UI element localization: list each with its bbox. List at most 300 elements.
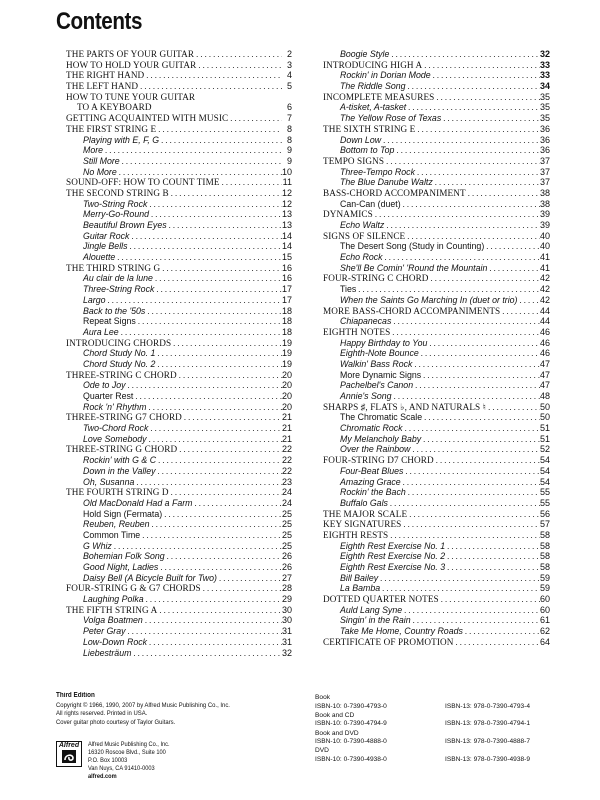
dot-leader <box>157 605 282 616</box>
toc-entry-echo-waltz <box>323 220 550 231</box>
toc-entry-title: THREE-STRING C CHORD <box>66 369 177 380</box>
toc-entry-title: Playing with E, F, G <box>83 134 160 145</box>
toc-entry-page: 36 <box>539 145 550 156</box>
toc-entry-title: THE THIRD STRING G <box>66 262 161 273</box>
toc-entry-eighth-rest-exercise-no-3 <box>323 562 550 573</box>
copyright-block <box>56 692 290 727</box>
toc-entry-title: Aura Lee <box>83 326 119 337</box>
toc-entry-jingle-bells <box>66 241 292 252</box>
toc-entry-title: Love Somebody <box>83 433 147 444</box>
toc-entry-title: INTRODUCING HIGH A <box>323 59 423 70</box>
toc-entry-title: Two-String Rock <box>83 198 148 209</box>
toc-entry-page: 59 <box>539 583 550 594</box>
dot-leader <box>126 626 282 637</box>
toc-entry-page: 29 <box>281 594 292 605</box>
dot-leader <box>162 509 282 520</box>
isbn-format-label: Book and CD <box>315 711 355 719</box>
dot-leader <box>155 348 282 359</box>
toc-entry-page: 54 <box>539 465 550 476</box>
toc-entry-auld-lang-syne <box>323 605 550 616</box>
toc-entry-page: 35 <box>539 102 550 113</box>
toc-entry-she-ll-be-comin-round-the-mountain <box>323 263 550 274</box>
toc-entry-title: La Bamba <box>340 583 381 594</box>
isbn-10: ISBN-10: 0-7390-4794-9 <box>315 720 387 728</box>
toc-entry-page: 32 <box>281 647 292 658</box>
toc-entry-title: Peter Gray <box>83 626 126 637</box>
toc-entry-down-low <box>323 135 550 146</box>
dot-leader <box>422 60 540 71</box>
toc-entry-title: Ties <box>340 284 357 295</box>
toc-entry-singin-in-the-rain <box>323 615 550 626</box>
toc-entry-rockin-with-g-c <box>66 455 292 466</box>
toc-entry-daisy-bell-a-bicycle-built-for-two <box>66 573 292 584</box>
toc-entry-page: 8 <box>286 134 292 145</box>
toc-entry-take-me-home-country-roads <box>323 626 550 637</box>
dot-leader <box>147 434 282 445</box>
dot-leader <box>439 594 540 605</box>
copyright-line: Copyright © 1966, 1990, 2007 by Alfred Music Publishing Co., Inc. <box>56 701 230 709</box>
toc-entry-title: CERTIFICATE OF PROMOTION <box>323 636 454 647</box>
toc-entry-title: Walkin' Bass Rock <box>340 358 413 369</box>
dot-leader <box>388 530 540 541</box>
toc-entry-page: 33 <box>539 59 550 70</box>
toc-entry-oh-susanna <box>66 477 292 488</box>
toc-entry-the-fourth-string-d <box>66 487 292 498</box>
dot-leader <box>433 177 540 188</box>
toc-entry-title: Au clair de la lune <box>83 273 153 284</box>
toc-entry-page: 4 <box>286 70 292 81</box>
publisher-pobox: P.O. Box 10003 <box>88 756 128 764</box>
toc-entry-aura-lee <box>66 327 292 338</box>
toc-entry-page: 22 <box>281 455 292 466</box>
toc-entry-title: Good Night, Ladies <box>83 562 159 572</box>
toc-entry-title: EIGHTH RESTS <box>323 529 389 540</box>
toc-entry-title: Guitar Rock <box>83 230 130 241</box>
toc-entry-walkin-bass-rock <box>323 359 550 370</box>
dot-leader <box>155 359 282 370</box>
dot-leader <box>407 509 540 520</box>
toc-entry-reuben-reuben <box>66 519 292 530</box>
dot-leader <box>415 167 540 178</box>
publisher-address <box>88 741 232 781</box>
toc-entry-title: THE FIFTH STRING A <box>66 604 158 615</box>
toc-entry-title: Still More <box>83 155 120 166</box>
toc-entry-page: 3 <box>286 59 292 70</box>
dot-leader <box>373 209 540 220</box>
toc-entry-page: 38 <box>539 187 550 198</box>
toc-entry-title: The Chromatic Scale <box>340 412 423 423</box>
dot-leader <box>406 487 540 498</box>
toc-entry-good-night-ladies <box>66 562 292 573</box>
toc-entry-page: 51 <box>539 433 550 444</box>
toc-entry-title: My Melancholy Baby <box>340 433 422 444</box>
dot-leader <box>144 70 282 81</box>
dot-leader <box>384 156 540 167</box>
dot-leader <box>112 541 282 552</box>
toc-entry-title: Largo <box>83 294 106 305</box>
toc-entry-page: 20 <box>281 401 292 412</box>
toc-entry-the-riddle-song <box>323 81 550 92</box>
toc-entry-the-fifth-string-a <box>66 605 292 616</box>
toc-entry-page: 48 <box>539 391 550 401</box>
dot-leader <box>144 594 282 605</box>
toc-entry-page: 61 <box>539 615 550 626</box>
toc-entry-page: 31 <box>281 636 292 647</box>
toc-entry-page: 25 <box>281 508 292 519</box>
toc-entry-title: Chord Study No. 1 <box>83 348 156 359</box>
toc-entry-chord-study-no-1 <box>66 348 292 359</box>
dot-leader <box>143 615 282 626</box>
toc-entry-title: When the Saints Go Marching In (duet or trio) <box>340 294 518 305</box>
toc-entry-page: 18 <box>281 305 292 316</box>
dot-leader <box>133 391 282 402</box>
toc-entry-page: 37 <box>539 155 550 166</box>
toc-entry-page: 64 <box>539 636 550 647</box>
toc-entry-page: 18 <box>281 316 292 327</box>
toc-entry-chord-study-no-2 <box>66 359 292 370</box>
toc-entry-common-time <box>66 530 292 541</box>
toc-entry-no-more <box>66 167 292 178</box>
toc-entry-bottom-to-top <box>323 145 550 156</box>
dot-leader <box>394 145 540 156</box>
dot-leader <box>158 562 282 573</box>
toc-entry-laughing-polka <box>66 594 292 605</box>
toc-entry-title: Annie's Song <box>340 391 392 401</box>
toc-entry-page: 35 <box>539 113 550 124</box>
dot-leader <box>149 209 282 220</box>
toc-entry-rockin-the-bach <box>323 487 550 498</box>
toc-entry-title: The Desert Song (Study in Counting) <box>340 241 485 252</box>
toc-entry-the-left-hand <box>66 81 292 92</box>
toc-entry-page: 55 <box>539 497 550 508</box>
toc-entry-title: HOW TO HOLD YOUR GUITAR <box>66 59 197 70</box>
toc-entry-page: 54 <box>539 455 550 466</box>
toc-entry-title: FOUR-STRING G & G7 CHORDS <box>66 583 201 594</box>
dot-leader <box>381 135 540 146</box>
toc-entry-page: 46 <box>539 348 550 359</box>
isbn-format-label: Book and DVD <box>315 729 359 737</box>
toc-entry-page: 20 <box>281 369 292 380</box>
toc-entry-title: DOTTED QUARTER NOTES <box>323 594 439 605</box>
toc-entry-page: 42 <box>539 273 550 284</box>
dot-leader <box>138 81 282 92</box>
toc-entry-the-second-string-b <box>66 188 292 199</box>
toc-entry-over-the-rainbow <box>323 444 550 455</box>
dot-leader <box>136 316 282 327</box>
dot-leader <box>453 637 540 648</box>
toc-entry-page: 30 <box>281 604 292 615</box>
toc-entry-title: The Blue Danube Waltz <box>340 177 433 188</box>
dot-leader <box>517 295 540 306</box>
toc-entry-buffalo-gals <box>323 498 550 509</box>
toc-entry-title: Rockin' the Bach <box>340 487 406 498</box>
dot-leader <box>419 348 540 359</box>
photo-credit-line: Cover guitar photo courtesy of Taylor Guitars. <box>56 718 176 726</box>
toc-entry-au-clair-de-la-lune <box>66 273 292 284</box>
toc-entry-page: 41 <box>539 262 550 273</box>
toc-entry-page: 19 <box>281 337 292 348</box>
toc-entry-boogie-style <box>323 49 550 60</box>
toc-entry-page: 42 <box>539 294 550 305</box>
dot-leader <box>500 306 540 317</box>
toc-entry-page: 10 <box>281 166 292 177</box>
dot-leader <box>106 295 282 306</box>
dot-leader <box>177 444 282 455</box>
dot-leader <box>147 199 282 210</box>
toc-entry-page: 36 <box>539 123 550 134</box>
toc-entry-pachelbel-s-canon <box>323 380 550 391</box>
dot-leader <box>401 199 540 210</box>
alfred-logo <box>56 741 82 767</box>
dot-leader <box>388 498 540 509</box>
isbn-row <box>315 703 575 712</box>
toc-entry-title: THE FOURTH STRING D <box>66 487 169 498</box>
dot-leader <box>380 583 540 594</box>
toc-entry-page: 46 <box>539 337 550 348</box>
isbn-format-label: Book <box>315 694 331 701</box>
toc-entry-page: 34 <box>539 81 550 92</box>
toc-entry-title: Back to the '50s <box>83 305 146 316</box>
toc-entry-page: 20 <box>281 380 292 391</box>
toc-entry-page: 59 <box>539 572 550 583</box>
toc-entry-page: 9 <box>286 145 292 156</box>
toc-entry-page: 24 <box>281 487 292 498</box>
toc-entry-bohemian-folk-song <box>66 551 292 562</box>
toc-entry-page: 32 <box>539 49 550 59</box>
toc-entry-title: Rockin' in Dorian Mode <box>340 70 431 81</box>
dot-leader <box>147 402 282 413</box>
dot-leader <box>145 306 282 317</box>
toc-entry-dynamics <box>323 209 550 220</box>
toc-entry-liebestr-um <box>66 648 292 659</box>
dot-leader <box>228 113 282 124</box>
dot-leader <box>392 391 540 402</box>
toc-entry-page: 25 <box>281 540 292 551</box>
toc-entry-page: 47 <box>539 358 550 369</box>
toc-entry-title: Repeat Signs <box>83 316 136 327</box>
isbn-10: ISBN-10: 0-7390-4888-0 <box>315 738 387 746</box>
toc-entry-title: Common Time <box>83 529 141 540</box>
toc-entry-merry-go-round <box>66 209 292 220</box>
toc-entry-ties <box>323 284 550 295</box>
toc-entry-getting-acquainted-with-music <box>66 113 292 124</box>
toc-entry-title: Liebesträum <box>83 647 132 658</box>
dot-leader <box>201 583 282 594</box>
toc-entry-title: Four-Beat Blues <box>340 465 404 476</box>
toc-entry-title: Eighth Rest Exercise No. 2 <box>340 551 446 562</box>
edition-label: Third Edition <box>56 692 95 699</box>
toc-entry-title: Jingle Bells <box>83 241 128 252</box>
toc-entry-page: 6 <box>286 102 292 113</box>
toc-entry-page: 21 <box>281 423 292 434</box>
dot-leader <box>434 455 540 466</box>
toc-entry-signs-of-silence <box>323 231 550 242</box>
toc-entry-title: THE SECOND STRING B <box>66 187 169 198</box>
dot-leader <box>156 124 282 135</box>
dot-leader <box>217 573 282 584</box>
toc-entry-the-chromatic-scale <box>323 412 550 423</box>
toc-entry-title: Hold Sign (Fermata) <box>83 508 163 519</box>
dot-leader <box>431 70 540 81</box>
toc-entry-eighth-notes <box>323 327 550 338</box>
toc-entry-three-string-g7-chord <box>66 412 292 423</box>
publisher-website: alfred.com <box>88 772 117 780</box>
dot-leader <box>401 477 540 488</box>
dot-leader <box>445 562 540 573</box>
dot-leader <box>463 626 540 637</box>
dot-leader <box>140 530 282 541</box>
isbn-13: ISBN-13: 978-0-7390-4938-9 <box>445 755 531 763</box>
toc-entry-page: 2 <box>286 49 292 59</box>
toc-entry-page: 25 <box>281 519 292 530</box>
publisher-street: 16320 Roscoe Blvd., Suite 100 <box>88 748 166 756</box>
toc-entry-key-signatures <box>323 519 550 530</box>
toc-entry-happy-birthday-to-you <box>323 338 550 349</box>
dot-leader <box>154 284 282 295</box>
toc-entry-page: 13 <box>281 220 292 230</box>
dot-leader <box>182 412 282 423</box>
toc-entry-title: MORE BASS-CHORD ACCOMPANIMENTS <box>323 305 501 316</box>
toc-entry-low-down-rock <box>66 637 292 648</box>
toc-entry-page: 56 <box>539 508 550 519</box>
toc-entry-tempo-signs <box>323 156 550 167</box>
dot-leader <box>131 648 282 659</box>
toc-entry-three-string-c-chord <box>66 370 292 381</box>
toc-entry-title: TEMPO SIGNS <box>323 155 385 166</box>
toc-entry-to-a-keyboard <box>66 102 292 113</box>
dot-leader <box>120 156 282 167</box>
toc-entry-title: INCOMPLETE MEASURES <box>323 91 435 102</box>
dot-leader <box>487 263 540 274</box>
dot-leader <box>220 177 282 188</box>
dot-leader <box>156 455 282 466</box>
toc-entry-sharps-flats-and-naturals <box>323 402 550 413</box>
toc-entry-title: FOUR-STRING C CHORD <box>323 273 429 284</box>
toc-entry-page: 21 <box>281 433 292 444</box>
toc-entry-title: Down in the Valley <box>83 465 156 476</box>
toc-entry-title: THREE-STRING G7 CHORD <box>66 412 182 423</box>
toc-entry-title: THE LEFT HAND <box>66 81 139 92</box>
dot-leader <box>466 188 540 199</box>
toc-entry-two-chord-rock <box>66 423 292 434</box>
toc-entry-title: Eighth-Note Bounce <box>340 348 419 359</box>
toc-entry-g-whiz <box>66 541 292 552</box>
toc-entry-title: Singin' in the Rain <box>340 615 411 626</box>
toc-entry-title: Bottom to Top <box>340 145 395 156</box>
dot-leader <box>165 551 282 562</box>
toc-entry-page: 33 <box>539 70 550 81</box>
toc-entry-down-in-the-valley <box>66 466 292 477</box>
toc-entry-page: 14 <box>281 230 292 241</box>
toc-entry-page: 30 <box>281 615 292 626</box>
toc-right-column <box>323 49 550 648</box>
toc-entry-title: Take Me Home, Country Roads <box>340 626 463 637</box>
toc-entry-page: 24 <box>281 497 292 508</box>
toc-entry-peter-gray <box>66 626 292 637</box>
toc-entry-annie-s-song <box>323 391 550 402</box>
dot-leader <box>421 370 540 381</box>
alfred-logo-wordmark: Alfred <box>58 742 80 749</box>
toc-entry-title: More Dynamic Signs <box>340 369 422 380</box>
toc-entry-title: G Whiz <box>83 540 112 551</box>
toc-entry-title: Two-Chord Rock <box>83 423 149 434</box>
toc-entry-the-blue-danube-waltz <box>323 177 550 188</box>
toc-entry-eighth-note-bounce <box>323 348 550 359</box>
toc-entry-page: 15 <box>281 252 292 263</box>
toc-entry-title: Three-Tempo Rock <box>340 166 415 177</box>
dot-leader <box>441 113 540 124</box>
toc-entry-page: 22 <box>281 444 292 455</box>
toc-entry-title: GETTING ACQUAINTED WITH MUSIC <box>66 113 229 124</box>
toc-entry-title: Rockin' with G & C <box>83 455 157 466</box>
toc-entry-page: 58 <box>539 562 550 572</box>
toc-entry-page: 42 <box>539 284 550 295</box>
toc-left-column <box>66 49 292 658</box>
toc-entry-title: THREE-STRING G CHORD <box>66 444 178 455</box>
toc-entry-page: 58 <box>539 551 550 562</box>
toc-entry-title: Happy Birthday to You <box>340 337 428 348</box>
dot-leader <box>429 273 540 284</box>
toc-entry-the-major-scale <box>323 509 550 520</box>
toc-entry-bass-chord-accompaniment <box>323 188 550 199</box>
toc-entry-page: 25 <box>281 529 292 540</box>
toc-entry-title: Buffalo Gals <box>340 497 388 508</box>
toc-entry-page: 62 <box>539 626 550 637</box>
toc-entry-title: Chord Study No. 2 <box>83 358 156 369</box>
toc-entry-title: Rock 'n' Rhythm <box>83 401 147 412</box>
toc-entry-title: INTRODUCING CHORDS <box>66 337 172 348</box>
toc-entry-title: She'll Be Comin' 'Round the Mountain <box>340 262 488 273</box>
toc-entry-beautiful-brown-eyes <box>66 220 292 231</box>
dot-leader <box>119 327 282 338</box>
toc-entry-old-macdonald-had-a-farm <box>66 498 292 509</box>
dot-leader <box>391 316 540 327</box>
dot-leader <box>401 519 540 530</box>
toc-entry-page: 55 <box>539 487 550 498</box>
dot-leader <box>378 573 540 584</box>
dot-leader <box>411 615 540 626</box>
toc-entry-title: FOUR-STRING D7 CHORD <box>323 455 434 466</box>
toc-entry-dotted-quarter-notes <box>323 594 550 605</box>
toc-entry-title: Laughing Polka <box>83 594 144 605</box>
isbn-row <box>315 738 575 747</box>
toc-entry-amazing-grace <box>323 477 550 488</box>
toc-entry-echo-rock <box>323 252 550 263</box>
toc-entry-ode-to-joy <box>66 380 292 391</box>
toc-entry-hold-sign-fermata <box>66 509 292 520</box>
dot-leader <box>194 49 282 60</box>
toc-entry-title: Three-String Rock <box>83 284 155 295</box>
toc-entry-title: Can-Can (duet) <box>340 198 401 209</box>
toc-entry-eighth-rest-exercise-no-2 <box>323 551 550 562</box>
toc-entry-incomplete-measures <box>323 92 550 103</box>
toc-entry-eighth-rest-exercise-no-1 <box>323 541 550 552</box>
toc-entry-page: 50 <box>539 401 550 412</box>
toc-entry-title: Ode to Joy <box>83 380 126 391</box>
isbn-10: ISBN-10: 0-7390-4938-0 <box>315 755 387 763</box>
toc-entry-page: 44 <box>539 305 550 316</box>
dot-leader <box>171 338 282 349</box>
toc-entry-title: TO A KEYBOARD <box>77 102 152 113</box>
toc-entry-page: 44 <box>539 316 550 327</box>
toc-entry-page: 26 <box>281 551 292 562</box>
toc-entry-title: Amazing Grace <box>340 476 401 487</box>
toc-entry-title: Merry-Go-Round <box>83 209 149 220</box>
toc-entry-three-string-g-chord <box>66 444 292 455</box>
toc-entry-title: EIGHTH NOTES <box>323 326 391 337</box>
toc-entry-page: 17 <box>281 294 292 305</box>
toc-entry-title: Down Low <box>340 134 382 145</box>
